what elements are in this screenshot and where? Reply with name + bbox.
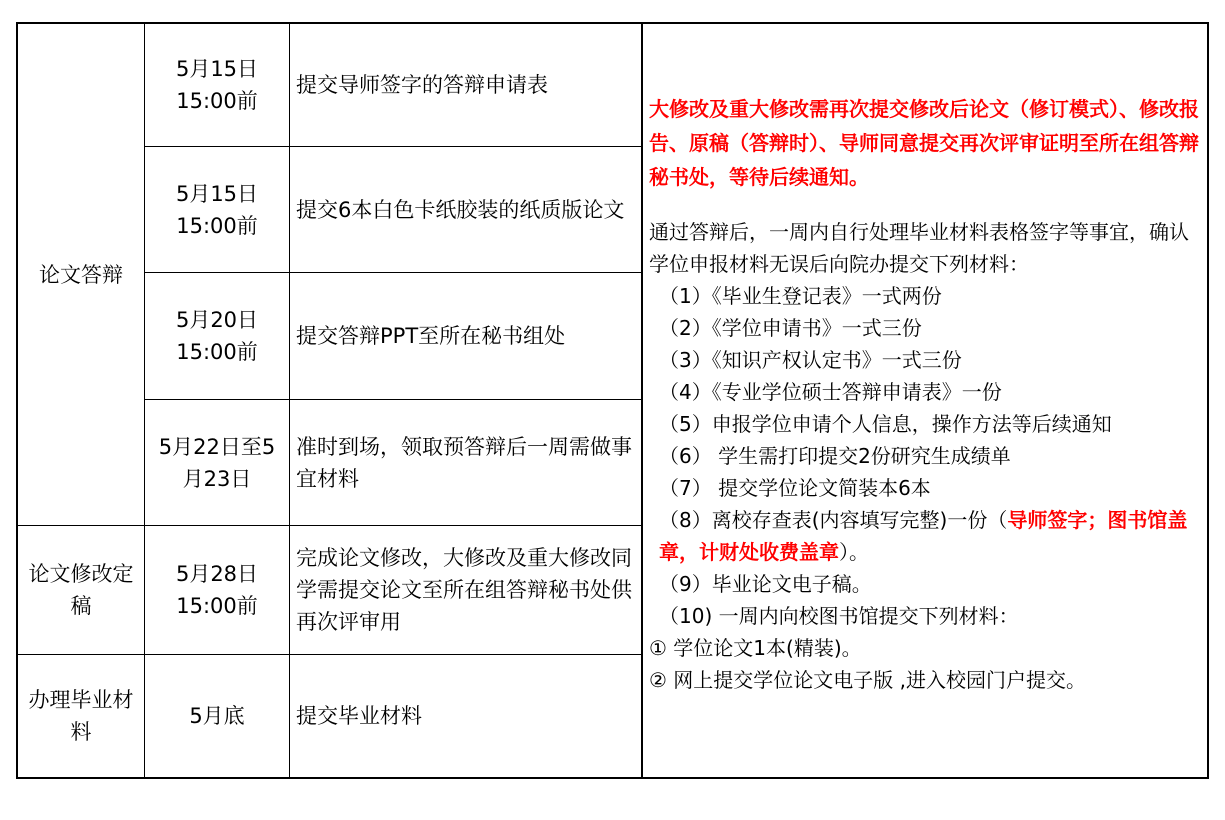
item8-red-text: 导师签字；图书馆盖章，计财处收费盖章	[659, 508, 1188, 564]
materials-item: （5）申报学位申请个人信息，操作方法等后续通知	[659, 412, 1112, 436]
task-text: 提交答辩PPT至所在秘书组处	[296, 324, 566, 348]
task-text: 准时到场，领取预答辩后一周需做事宜材料	[296, 434, 632, 491]
stage-cell-revision	[18, 526, 144, 654]
schedule-table	[16, 22, 1209, 779]
materials-item: （3）《知识产权认定书》一式三份	[659, 348, 962, 372]
date-cell	[145, 24, 289, 146]
stage-label: 办理毕业材料	[28, 688, 134, 744]
task-cell	[290, 400, 641, 525]
date-text: 5月15日 15:00前	[175, 57, 259, 113]
item8-text: （8）离校存查表(内容填写完整)一份（	[659, 508, 1008, 532]
task-text: 提交6本白色卡纸胶装的纸质版论文	[296, 197, 625, 222]
task-text: 提交导师签字的答辩申请表	[296, 73, 548, 97]
column-divider	[641, 22, 643, 779]
date-text: 5月底	[189, 704, 245, 728]
materials-intro: 通过答辩后，一周内自行处理毕业材料表格签字等事宜，确认学位申报材料无误后向院办提交下列材料：	[649, 220, 1189, 276]
date-cell	[145, 147, 289, 272]
notes-panel	[646, 24, 1207, 777]
task-cell	[290, 147, 641, 272]
date-cell	[145, 273, 289, 399]
date-text: 5月28日 15:00前	[175, 562, 259, 618]
task-cell	[290, 273, 641, 399]
task-text: 完成论文修改，大修改及重大修改同学需提交论文至所在组答辩秘书处供再次评审用	[296, 546, 632, 634]
stage-label: 论文答辩	[39, 262, 123, 287]
task-cell	[290, 526, 641, 654]
date-cell	[145, 400, 289, 525]
materials-item-8	[649, 504, 1199, 568]
task-cell	[290, 24, 641, 146]
date-text: 5月15日 15:00前	[175, 181, 259, 238]
table-border-bottom	[16, 777, 1209, 779]
materials-item: （10) 一周内向校图书馆提交下列材料：	[659, 604, 1019, 628]
task-cell	[290, 655, 641, 777]
date-cell	[145, 655, 289, 777]
materials-subitem: ① 学位论文1本(精装)。	[649, 636, 862, 660]
stage-label: 论文修改定稿	[28, 562, 134, 618]
stage-cell-graduation	[18, 655, 144, 777]
materials-item: （6） 学生需打印提交2份研究生成绩单	[659, 444, 1011, 468]
item8-suffix: ）。	[839, 540, 869, 564]
date-text: 5月20日 15:00前	[175, 308, 259, 364]
materials-subitem: ② 网上提交学位论文电子版 ,进入校园门户提交。	[649, 668, 1087, 692]
revision-notice: 大修改及重大修改需再次提交修改后论文（修订模式）、修改报告、原稿（答辩时）、导师同意提交再次评审证明至所在组答辩秘书处，等待后续通知。	[649, 97, 1199, 189]
materials-item: （7） 提交学位论文简装本6本	[659, 476, 931, 500]
date-text: 5月22日至5月23日	[158, 434, 276, 491]
stage-cell-defense	[18, 24, 144, 525]
materials-item: （1）《毕业生登记表》一式两份	[659, 284, 942, 308]
task-text: 提交毕业材料	[296, 704, 422, 728]
table-border-right	[1207, 22, 1209, 779]
materials-item: （9）毕业论文电子稿。	[659, 572, 872, 596]
materials-item: （4）《专业学位硕士答辩申请表》一份	[659, 380, 1002, 404]
materials-item: （2）《学位申请书》一式三份	[659, 316, 922, 340]
date-cell	[145, 526, 289, 654]
